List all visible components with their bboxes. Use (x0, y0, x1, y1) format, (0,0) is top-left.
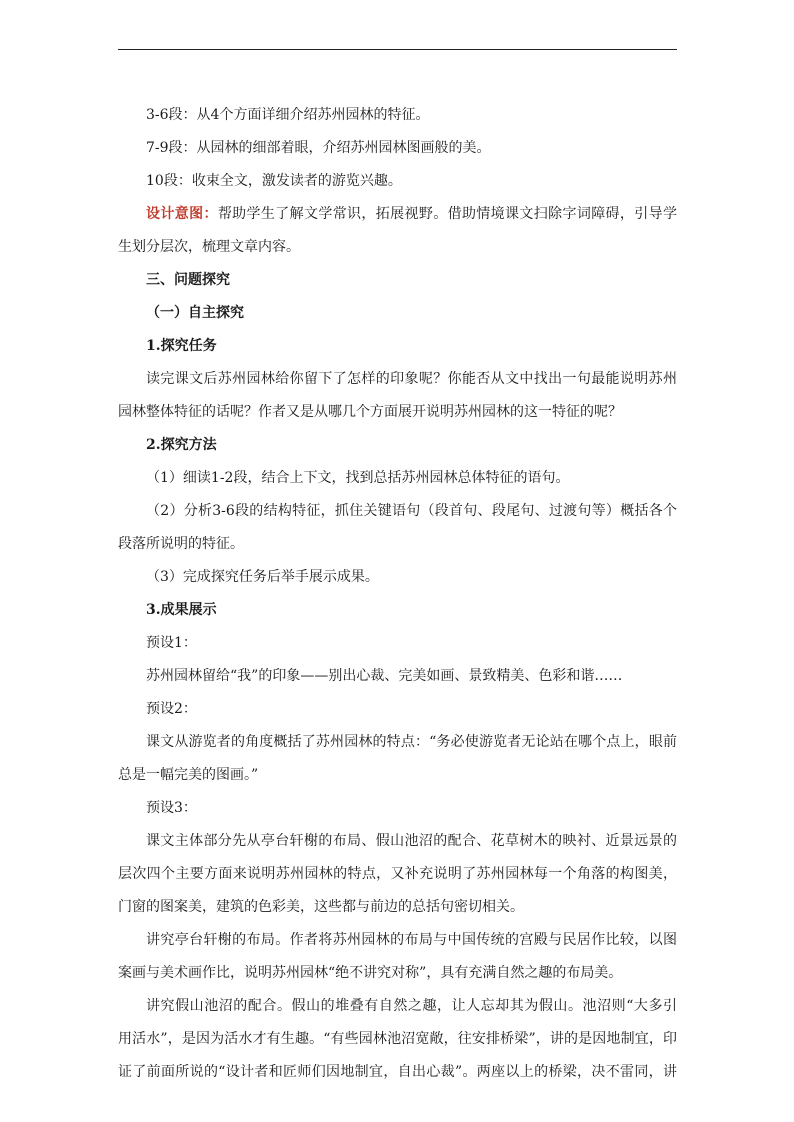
text-line: 生划分层次，梳理文章内容。 (118, 239, 300, 255)
text-line: （2）分析3-6段的结构特征，抓住关键语句（段首句、段尾句、过渡句等）概括各个 (146, 503, 677, 519)
text-line: 总是一幅完美的图画。” (118, 767, 259, 783)
text-line: （1）细读1-2段，结合上下文，找到总括苏州园林总体特征的语句。 (146, 470, 570, 486)
header-rule (118, 49, 677, 50)
text-line: 案画与美术画作比，说明苏州园林“绝不讲究对称”，具有充满自然之趣的布局美。 (118, 965, 623, 981)
text-line: 讲究假山池沼的配合。假山的堆叠有自然之趣，让人忘却其为假山。池沼则“大多引 (146, 998, 677, 1014)
text-line: （3）完成探究任务后举手展示成果。 (146, 569, 379, 585)
preset-label: 预设1： (146, 635, 197, 651)
text-line: 层次四个主要方面来说明苏州园林的特点，又补充说明了苏州园林每一个角落的构图美， (118, 866, 677, 882)
text-line: 段落所说明的特征。 (118, 536, 244, 552)
item-heading: 1.探究任务 (146, 338, 217, 354)
text-line: 10段：收束全文，激发读者的游览兴趣。 (146, 173, 402, 189)
preset-label: 预设2： (146, 701, 197, 717)
design-intent-text: 帮助学生了解文学常识，拓展视野。借助情境课文扫除字词障碍，引导学 (217, 206, 677, 222)
text-line: 课文从游览者的角度概括了苏州园林的特点：“务必使游览者无论站在哪个点上，眼前 (146, 734, 677, 750)
subsection-heading: （一）自主探究 (146, 305, 244, 321)
preset-label: 预设3： (146, 800, 197, 816)
text-line: 7-9段：从园林的细部着眼，介绍苏州园林图画般的美。 (146, 140, 491, 156)
section-heading: 三、问题探究 (146, 272, 230, 288)
text-line: 园林整体特征的话呢？作者又是从哪几个方面展开说明苏州园林的这一特征的呢？ (118, 404, 622, 420)
text-line: 用活水”，是因为活水才有生趣。“有些园林池沼宽敞，往安排桥梁”，讲的是因地制宜，印 (118, 1031, 677, 1047)
item-heading: 3.成果展示 (146, 602, 217, 618)
text-line: 课文主体部分先从亭台轩榭的布局、假山池沼的配合、花草树木的映衬、近景远景的 (146, 833, 677, 849)
text-line: 讲究亭台轩榭的布局。作者将苏州园林的布局与中国传统的宫殿与民居作比较，以图 (146, 932, 677, 948)
text-line: 读完课文后苏州园林给你留下了怎样的印象呢？你能否从文中找出一句最能说明苏州 (146, 371, 677, 387)
design-intent-line (118, 198, 677, 231)
text-line: 门窗的图案美，建筑的色彩美，这些都与前边的总括句密切相关。 (118, 899, 524, 915)
document-body (118, 99, 677, 1089)
design-intent-label: 设计意图： (146, 206, 218, 222)
item-heading: 2.探究方法 (146, 437, 217, 453)
text-line: 苏州园林留给“我”的印象——别出心裁、完美如画、景致精美、色彩和谐…… (146, 668, 623, 684)
text-line: 3-6段：从4个方面详细介绍苏州园林的特征。 (146, 107, 430, 123)
text-line: 证了前面所说的“设计者和匠师们因地制宜，自出心裁”。两座以上的桥梁，决不雷同，讲 (118, 1064, 677, 1080)
